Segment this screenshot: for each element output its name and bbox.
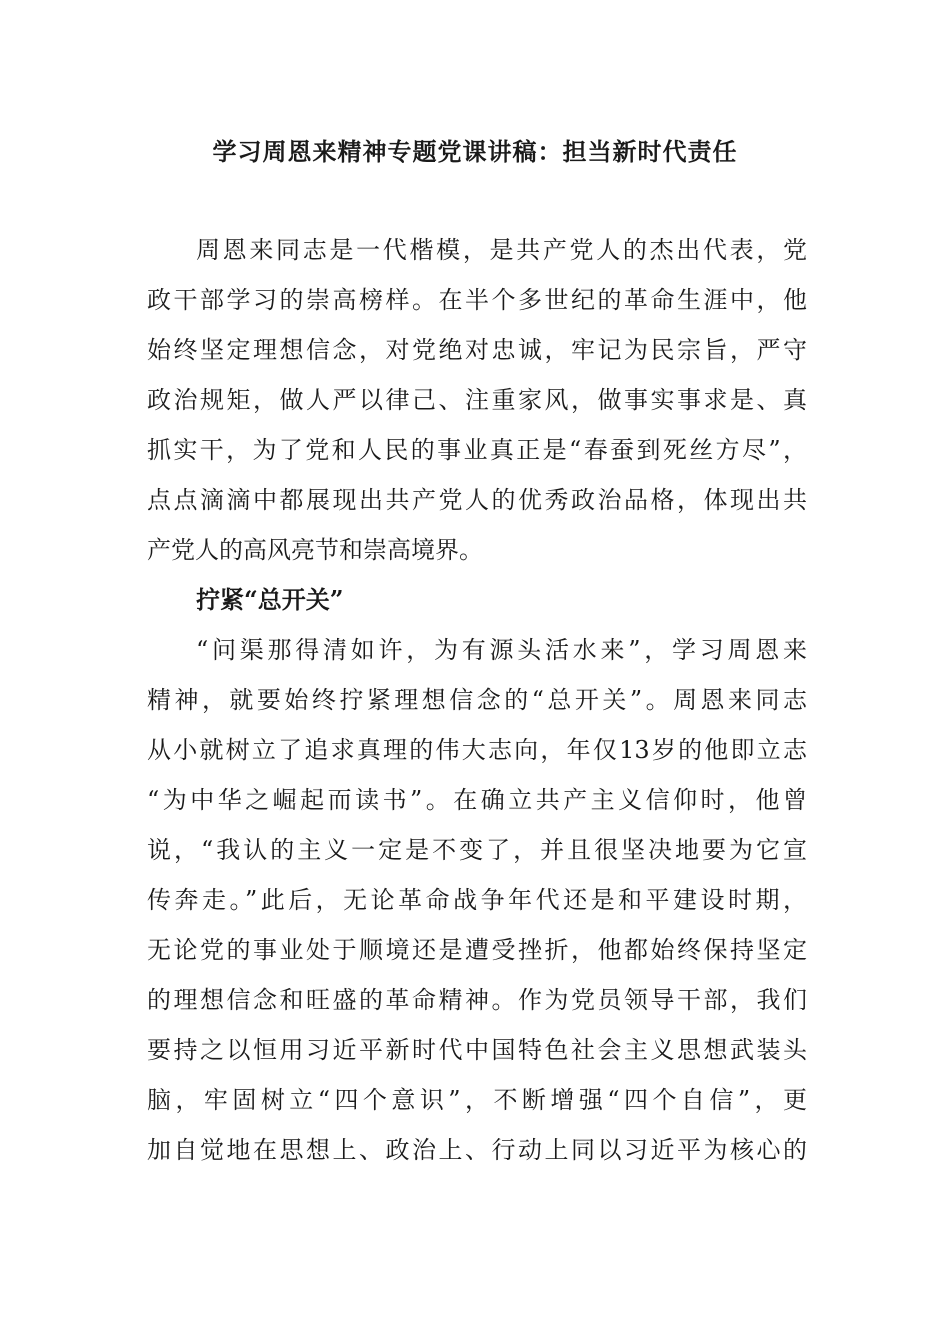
paragraph-line: “问渠那得清如许，为有源头活水来”，学习周恩来 bbox=[196, 636, 807, 664]
document-title: 学习周恩来精神专题党课讲稿：担当新时代责任 bbox=[212, 137, 738, 166]
paragraph-line: 脑，牢固树立“四个意识”，不断增强“四个自信”，更 bbox=[147, 1086, 807, 1114]
paragraph-line: 抓实干，为了党和人民的事业真正是“春蚕到死丝方尽”， bbox=[147, 436, 807, 464]
paragraph-line: 说，“我认的主义一定是不变了，并且很坚决地要为它宣 bbox=[147, 836, 807, 864]
paragraph-line: 要持之以恒用习近平新时代中国特色社会主义思想武装头 bbox=[147, 1036, 807, 1064]
paragraph-line: 点点滴滴中都展现出共产党人的优秀政治品格，体现出共 bbox=[147, 486, 807, 514]
paragraph-line: 加自觉地在思想上、政治上、行动上同以习近平为核心的 bbox=[147, 1136, 807, 1164]
section-heading: 拧紧“总开关” bbox=[196, 585, 344, 614]
paragraph-line: 产党人的高风亮节和崇高境界。 bbox=[147, 536, 483, 564]
paragraph-line: “为中华之崛起而读书”。在确立共产主义信仰时，他曾 bbox=[147, 786, 807, 814]
paragraph-line: 从小就树立了追求真理的伟大志向，年仅13岁的他即立志 bbox=[147, 736, 807, 764]
paragraph-line: 始终坚定理想信念，对党绝对忠诚，牢记为民宗旨，严守 bbox=[147, 336, 807, 364]
paragraph-line: 的理想信念和旺盛的革命精神。作为党员领导干部，我们 bbox=[147, 986, 807, 1014]
paragraph-line: 传奔走。”此后，无论革命战争年代还是和平建设时期， bbox=[147, 886, 807, 914]
paragraph-line: 周恩来同志是一代楷模，是共产党人的杰出代表，党 bbox=[196, 236, 807, 264]
paragraph-line: 无论党的事业处于顺境还是遭受挫折，他都始终保持坚定 bbox=[147, 936, 807, 964]
paragraph-line: 政治规矩，做人严以律己、注重家风，做事实事求是、真 bbox=[147, 386, 807, 414]
paragraph-line: 精神，就要始终拧紧理想信念的“总开关”。周恩来同志 bbox=[147, 686, 807, 714]
paragraph-line: 政干部学习的崇高榜样。在半个多世纪的革命生涯中，他 bbox=[147, 286, 807, 314]
